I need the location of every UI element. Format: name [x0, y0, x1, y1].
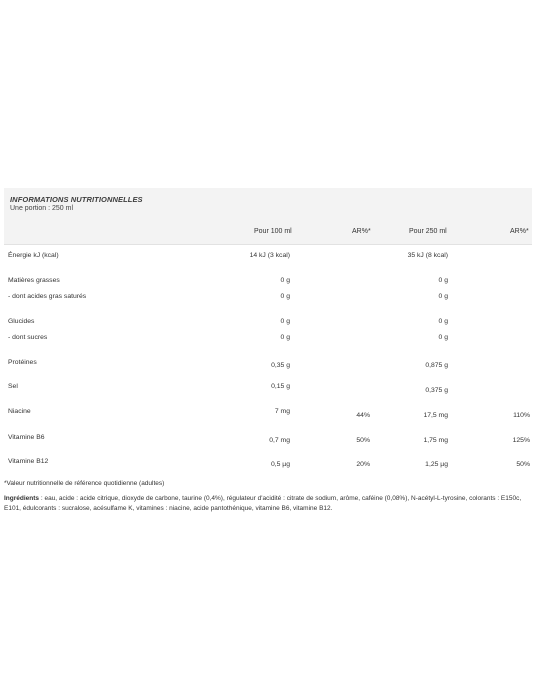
- row-ar2: 125%: [512, 437, 530, 444]
- row-per100: 7 mg: [274, 408, 290, 415]
- row-per250: 0 g: [438, 293, 448, 300]
- row-per250: 1,25 µg: [425, 461, 448, 468]
- row-ar2: 110%: [513, 412, 530, 419]
- row-per250: 0 g: [438, 334, 448, 341]
- row-ar1: 20%: [356, 461, 370, 468]
- row-per100: 0,5 µg: [270, 461, 290, 468]
- column-header-ar2: AR%*: [510, 228, 529, 235]
- row-per250: 17,5 mg: [423, 412, 448, 419]
- row-per100: 0,7 mg: [269, 437, 290, 444]
- nutrition-title: INFORMATIONS NUTRITIONNELLES: [10, 195, 143, 204]
- row-per100: 14 kJ (3 kcal): [249, 252, 290, 259]
- row-per100: 0,15 g: [271, 383, 290, 390]
- column-header-per100: Pour 100 ml: [254, 228, 292, 235]
- column-header-per250: Pour 250 ml: [409, 228, 447, 235]
- nutrition-header: [4, 188, 532, 245]
- row-per100: 0 g: [280, 277, 290, 284]
- row-label: Niacine: [8, 408, 31, 415]
- row-label: Protéines: [8, 359, 37, 366]
- footnote: *Valeur nutritionnelle de référence quotidienne (adultes): [4, 480, 165, 487]
- column-header-ar1: AR%*: [352, 228, 371, 235]
- row-per250: 0 g: [438, 277, 448, 284]
- row-ar1: 50%: [356, 437, 370, 444]
- row-ar2: 50%: [516, 461, 530, 468]
- row-label: - dont sucres: [8, 334, 48, 341]
- row-label: Vitamine B12: [8, 458, 49, 465]
- row-per100: 0 g: [280, 334, 290, 341]
- ingredients-label: Ingrédients: [4, 495, 40, 502]
- row-label: Glucides: [8, 318, 35, 325]
- row-label: Sel: [8, 383, 18, 390]
- row-per100: 0 g: [280, 318, 290, 325]
- row-per250: 0,875 g: [425, 362, 448, 369]
- portion-subtitle: Une portion : 250 ml: [10, 205, 74, 212]
- row-per250: 0 g: [438, 318, 448, 325]
- row-per250: 35 kJ (8 kcal): [407, 252, 448, 259]
- row-label: Énergie kJ (kcal): [8, 252, 59, 259]
- row-per100: 0 g: [280, 293, 290, 300]
- row-label: Matières grasses: [8, 277, 60, 284]
- row-label: Vitamine B6: [8, 434, 45, 441]
- row-ar1: 44%: [356, 412, 370, 419]
- row-per100: 0,35 g: [271, 362, 290, 369]
- row-per250: 0,375 g: [425, 387, 448, 394]
- row-per250: 1,75 mg: [423, 437, 448, 444]
- ingredients-list: : eau, acide : acide citrique, dioxyde de carbone, taurine (0,4%), régulateur d'acidité : citrate de sodium, arôme, caféine (0,08%), N-acétyl-L-tyrosine, colorants : E150c, E101, édulcorants : sucralose, acésulfame K, vitamines : niacine, acide pantothénique, vitamine B6, vitamine B12.: [4, 495, 522, 512]
- ingredients-text: [4, 494, 532, 513]
- row-label: - dont acides gras saturés: [8, 293, 87, 300]
